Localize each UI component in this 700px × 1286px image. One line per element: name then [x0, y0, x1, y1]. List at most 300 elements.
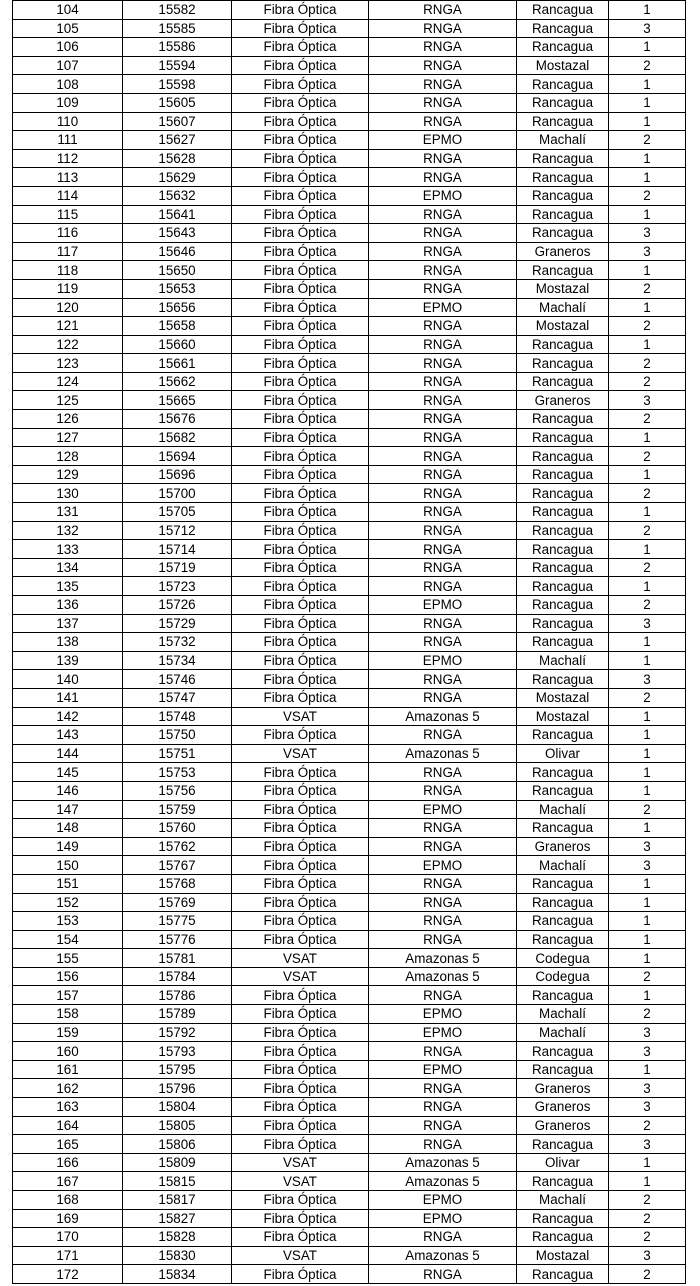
table-row — [13, 56, 686, 75]
table-row — [13, 874, 686, 893]
technology-cell: Fibra Óptica — [232, 1135, 369, 1154]
level-cell: 1 — [609, 1172, 686, 1191]
level-cell: 1 — [609, 1060, 686, 1079]
code-cell: 15719 — [123, 558, 232, 577]
provider-cell: RNGA — [369, 1042, 517, 1061]
technology-cell: Fibra Óptica — [232, 75, 369, 94]
commune-cell: Rancagua — [517, 893, 609, 912]
level-cell: 1 — [609, 465, 686, 484]
code-cell: 15796 — [123, 1079, 232, 1098]
level-cell: 1 — [609, 986, 686, 1005]
level-cell: 2 — [609, 1265, 686, 1284]
row-number-cell: 144 — [13, 744, 123, 763]
provider-cell: RNGA — [369, 317, 517, 336]
technology-cell: Fibra Óptica — [232, 558, 369, 577]
provider-cell: EPMO — [369, 298, 517, 317]
code-cell: 15805 — [123, 1116, 232, 1135]
row-number-cell: 123 — [13, 354, 123, 373]
provider-cell: RNGA — [369, 874, 517, 893]
row-number-cell: 159 — [13, 1023, 123, 1042]
table-row — [13, 726, 686, 745]
code-cell: 15676 — [123, 410, 232, 429]
commune-cell: Rancagua — [517, 1135, 609, 1154]
technology-cell: Fibra Óptica — [232, 112, 369, 131]
level-cell: 2 — [609, 688, 686, 707]
row-number-cell: 169 — [13, 1209, 123, 1228]
code-cell: 15653 — [123, 279, 232, 298]
commune-cell: Rancagua — [517, 410, 609, 429]
commune-cell: Mostazal — [517, 688, 609, 707]
provider-cell: RNGA — [369, 633, 517, 652]
code-cell: 15705 — [123, 503, 232, 522]
table-row — [13, 1, 686, 20]
commune-cell: Olivar — [517, 744, 609, 763]
level-cell: 3 — [609, 837, 686, 856]
level-cell: 2 — [609, 131, 686, 150]
technology-cell: Fibra Óptica — [232, 781, 369, 800]
provider-cell: RNGA — [369, 726, 517, 745]
row-number-cell: 135 — [13, 577, 123, 596]
row-number-cell: 104 — [13, 1, 123, 20]
provider-cell: RNGA — [369, 372, 517, 391]
table-row — [13, 986, 686, 1005]
table-row — [13, 819, 686, 838]
provider-cell: RNGA — [369, 335, 517, 354]
code-cell: 15598 — [123, 75, 232, 94]
commune-cell: Rancagua — [517, 930, 609, 949]
commune-cell: Rancagua — [517, 577, 609, 596]
technology-cell: Fibra Óptica — [232, 447, 369, 466]
technology-cell: Fibra Óptica — [232, 521, 369, 540]
provider-cell: EPMO — [369, 1191, 517, 1210]
provider-cell: RNGA — [369, 819, 517, 838]
commune-cell: Rancagua — [517, 149, 609, 168]
level-cell: 1 — [609, 874, 686, 893]
row-number-cell: 147 — [13, 800, 123, 819]
table-row — [13, 112, 686, 131]
row-number-cell: 167 — [13, 1172, 123, 1191]
code-cell: 15775 — [123, 912, 232, 931]
technology-cell: Fibra Óptica — [232, 651, 369, 670]
provider-cell: RNGA — [369, 484, 517, 503]
row-number-cell: 172 — [13, 1265, 123, 1284]
table-row — [13, 633, 686, 652]
level-cell: 1 — [609, 577, 686, 596]
commune-cell: Mostazal — [517, 1246, 609, 1265]
data-table-container — [12, 0, 686, 1284]
technology-cell: Fibra Óptica — [232, 596, 369, 615]
table-row — [13, 781, 686, 800]
data-table — [12, 0, 686, 1284]
provider-cell: RNGA — [369, 261, 517, 280]
code-cell: 15628 — [123, 149, 232, 168]
level-cell: 1 — [609, 503, 686, 522]
technology-cell: Fibra Óptica — [232, 56, 369, 75]
row-number-cell: 137 — [13, 614, 123, 633]
code-cell: 15641 — [123, 205, 232, 224]
table-row — [13, 893, 686, 912]
level-cell: 1 — [609, 38, 686, 57]
row-number-cell: 153 — [13, 912, 123, 931]
row-number-cell: 150 — [13, 856, 123, 875]
provider-cell: RNGA — [369, 224, 517, 243]
technology-cell: Fibra Óptica — [232, 1042, 369, 1061]
technology-cell: Fibra Óptica — [232, 819, 369, 838]
level-cell: 1 — [609, 633, 686, 652]
level-cell: 2 — [609, 1228, 686, 1247]
commune-cell: Rancagua — [517, 112, 609, 131]
technology-cell: Fibra Óptica — [232, 131, 369, 150]
row-number-cell: 170 — [13, 1228, 123, 1247]
code-cell: 15646 — [123, 242, 232, 261]
commune-cell: Graneros — [517, 391, 609, 410]
level-cell: 3 — [609, 1023, 686, 1042]
commune-cell: Rancagua — [517, 1228, 609, 1247]
provider-cell: RNGA — [369, 112, 517, 131]
row-number-cell: 116 — [13, 224, 123, 243]
row-number-cell: 165 — [13, 1135, 123, 1154]
commune-cell: Rancagua — [517, 93, 609, 112]
provider-cell: RNGA — [369, 1116, 517, 1135]
row-number-cell: 131 — [13, 503, 123, 522]
provider-cell: RNGA — [369, 428, 517, 447]
commune-cell: Mostazal — [517, 56, 609, 75]
code-cell: 15756 — [123, 781, 232, 800]
commune-cell: Rancagua — [517, 633, 609, 652]
table-row — [13, 744, 686, 763]
technology-cell: Fibra Óptica — [232, 893, 369, 912]
row-number-cell: 127 — [13, 428, 123, 447]
provider-cell: RNGA — [369, 837, 517, 856]
level-cell: 2 — [609, 558, 686, 577]
table-row — [13, 372, 686, 391]
technology-cell: Fibra Óptica — [232, 168, 369, 187]
technology-cell: Fibra Óptica — [232, 428, 369, 447]
level-cell: 2 — [609, 1191, 686, 1210]
provider-cell: RNGA — [369, 1265, 517, 1284]
level-cell: 1 — [609, 949, 686, 968]
table-row — [13, 1209, 686, 1228]
row-number-cell: 149 — [13, 837, 123, 856]
code-cell: 15827 — [123, 1209, 232, 1228]
code-cell: 15682 — [123, 428, 232, 447]
code-cell: 15750 — [123, 726, 232, 745]
table-row — [13, 484, 686, 503]
table-row — [13, 131, 686, 150]
provider-cell: RNGA — [369, 410, 517, 429]
code-cell: 15748 — [123, 707, 232, 726]
level-cell: 1 — [609, 819, 686, 838]
table-row — [13, 298, 686, 317]
row-number-cell: 168 — [13, 1191, 123, 1210]
table-row — [13, 1172, 686, 1191]
code-cell: 15734 — [123, 651, 232, 670]
technology-cell: Fibra Óptica — [232, 391, 369, 410]
row-number-cell: 161 — [13, 1060, 123, 1079]
technology-cell: Fibra Óptica — [232, 261, 369, 280]
provider-cell: RNGA — [369, 763, 517, 782]
provider-cell: RNGA — [369, 19, 517, 38]
row-number-cell: 156 — [13, 967, 123, 986]
level-cell: 1 — [609, 781, 686, 800]
level-cell: 3 — [609, 614, 686, 633]
technology-cell: Fibra Óptica — [232, 317, 369, 336]
level-cell: 1 — [609, 1153, 686, 1172]
table-row — [13, 1153, 686, 1172]
commune-cell: Rancagua — [517, 1060, 609, 1079]
level-cell: 1 — [609, 75, 686, 94]
table-row — [13, 856, 686, 875]
provider-cell: EPMO — [369, 1005, 517, 1024]
row-number-cell: 143 — [13, 726, 123, 745]
commune-cell: Codegua — [517, 967, 609, 986]
row-number-cell: 134 — [13, 558, 123, 577]
provider-cell: RNGA — [369, 75, 517, 94]
provider-cell: EPMO — [369, 1209, 517, 1228]
code-cell: 15650 — [123, 261, 232, 280]
provider-cell: RNGA — [369, 614, 517, 633]
technology-cell: Fibra Óptica — [232, 1023, 369, 1042]
table-row — [13, 1042, 686, 1061]
level-cell: 1 — [609, 893, 686, 912]
commune-cell: Rancagua — [517, 558, 609, 577]
commune-cell: Graneros — [517, 1079, 609, 1098]
code-cell: 15768 — [123, 874, 232, 893]
commune-cell: Rancagua — [517, 986, 609, 1005]
level-cell: 1 — [609, 112, 686, 131]
technology-cell: Fibra Óptica — [232, 614, 369, 633]
row-number-cell: 108 — [13, 75, 123, 94]
commune-cell: Machalí — [517, 856, 609, 875]
row-number-cell: 113 — [13, 168, 123, 187]
row-number-cell: 118 — [13, 261, 123, 280]
table-row — [13, 335, 686, 354]
provider-cell: RNGA — [369, 521, 517, 540]
table-row — [13, 279, 686, 298]
row-number-cell: 146 — [13, 781, 123, 800]
provider-cell: RNGA — [369, 1079, 517, 1098]
table-row — [13, 1116, 686, 1135]
provider-cell: Amazonas 5 — [369, 967, 517, 986]
table-row — [13, 503, 686, 522]
commune-cell: Rancagua — [517, 1042, 609, 1061]
level-cell: 2 — [609, 372, 686, 391]
table-row — [13, 930, 686, 949]
commune-cell: Machalí — [517, 1005, 609, 1024]
level-cell: 2 — [609, 967, 686, 986]
technology-cell: Fibra Óptica — [232, 224, 369, 243]
provider-cell: RNGA — [369, 242, 517, 261]
level-cell: 3 — [609, 242, 686, 261]
provider-cell: Amazonas 5 — [369, 949, 517, 968]
code-cell: 15643 — [123, 224, 232, 243]
technology-cell: Fibra Óptica — [232, 354, 369, 373]
technology-cell: Fibra Óptica — [232, 800, 369, 819]
commune-cell: Rancagua — [517, 224, 609, 243]
provider-cell: RNGA — [369, 577, 517, 596]
commune-cell: Rancagua — [517, 540, 609, 559]
code-cell: 15834 — [123, 1265, 232, 1284]
code-cell: 15781 — [123, 949, 232, 968]
row-number-cell: 145 — [13, 763, 123, 782]
code-cell: 15605 — [123, 93, 232, 112]
table-row — [13, 1098, 686, 1117]
row-number-cell: 110 — [13, 112, 123, 131]
commune-cell: Rancagua — [517, 372, 609, 391]
row-number-cell: 130 — [13, 484, 123, 503]
level-cell: 1 — [609, 93, 686, 112]
commune-cell: Rancagua — [517, 912, 609, 931]
technology-cell: Fibra Óptica — [232, 410, 369, 429]
commune-cell: Machalí — [517, 1023, 609, 1042]
code-cell: 15732 — [123, 633, 232, 652]
provider-cell: RNGA — [369, 986, 517, 1005]
level-cell: 3 — [609, 19, 686, 38]
table-row — [13, 1023, 686, 1042]
technology-cell: VSAT — [232, 1153, 369, 1172]
level-cell: 1 — [609, 930, 686, 949]
row-number-cell: 138 — [13, 633, 123, 652]
level-cell: 2 — [609, 1005, 686, 1024]
level-cell: 1 — [609, 726, 686, 745]
code-cell: 15784 — [123, 967, 232, 986]
technology-cell: Fibra Óptica — [232, 688, 369, 707]
commune-cell: Rancagua — [517, 19, 609, 38]
code-cell: 15795 — [123, 1060, 232, 1079]
provider-cell: RNGA — [369, 1098, 517, 1117]
technology-cell: Fibra Óptica — [232, 1116, 369, 1135]
technology-cell: Fibra Óptica — [232, 856, 369, 875]
commune-cell: Rancagua — [517, 447, 609, 466]
provider-cell: RNGA — [369, 354, 517, 373]
row-number-cell: 164 — [13, 1116, 123, 1135]
provider-cell: RNGA — [369, 1228, 517, 1247]
technology-cell: Fibra Óptica — [232, 1079, 369, 1098]
table-row — [13, 707, 686, 726]
technology-cell: Fibra Óptica — [232, 372, 369, 391]
level-cell: 1 — [609, 168, 686, 187]
row-number-cell: 115 — [13, 205, 123, 224]
commune-cell: Rancagua — [517, 521, 609, 540]
table-row — [13, 967, 686, 986]
code-cell: 15792 — [123, 1023, 232, 1042]
row-number-cell: 128 — [13, 447, 123, 466]
code-cell: 15661 — [123, 354, 232, 373]
level-cell: 1 — [609, 298, 686, 317]
provider-cell: RNGA — [369, 781, 517, 800]
table-row — [13, 428, 686, 447]
row-number-cell: 139 — [13, 651, 123, 670]
row-number-cell: 148 — [13, 819, 123, 838]
technology-cell: Fibra Óptica — [232, 335, 369, 354]
table-row — [13, 651, 686, 670]
table-row — [13, 521, 686, 540]
table-row — [13, 614, 686, 633]
code-cell: 15627 — [123, 131, 232, 150]
technology-cell: Fibra Óptica — [232, 279, 369, 298]
commune-cell: Machalí — [517, 1191, 609, 1210]
table-row — [13, 186, 686, 205]
row-number-cell: 151 — [13, 874, 123, 893]
level-cell: 3 — [609, 224, 686, 243]
code-cell: 15793 — [123, 1042, 232, 1061]
code-cell: 15828 — [123, 1228, 232, 1247]
provider-cell: EPMO — [369, 1060, 517, 1079]
provider-cell: RNGA — [369, 558, 517, 577]
level-cell: 3 — [609, 391, 686, 410]
level-cell: 1 — [609, 707, 686, 726]
code-cell: 15830 — [123, 1246, 232, 1265]
commune-cell: Mostazal — [517, 279, 609, 298]
provider-cell: RNGA — [369, 670, 517, 689]
commune-cell: Rancagua — [517, 1172, 609, 1191]
provider-cell: RNGA — [369, 149, 517, 168]
technology-cell: Fibra Óptica — [232, 205, 369, 224]
row-number-cell: 158 — [13, 1005, 123, 1024]
row-number-cell: 162 — [13, 1079, 123, 1098]
level-cell: 1 — [609, 1, 686, 20]
provider-cell: Amazonas 5 — [369, 1153, 517, 1172]
commune-cell: Rancagua — [517, 874, 609, 893]
provider-cell: RNGA — [369, 391, 517, 410]
level-cell: 3 — [609, 856, 686, 875]
table-body — [13, 1, 686, 1284]
table-row — [13, 317, 686, 336]
code-cell: 15751 — [123, 744, 232, 763]
code-cell: 15660 — [123, 335, 232, 354]
technology-cell: VSAT — [232, 744, 369, 763]
provider-cell: RNGA — [369, 205, 517, 224]
commune-cell: Rancagua — [517, 503, 609, 522]
technology-cell: VSAT — [232, 707, 369, 726]
code-cell: 15804 — [123, 1098, 232, 1117]
provider-cell: EPMO — [369, 186, 517, 205]
level-cell: 2 — [609, 447, 686, 466]
row-number-cell: 157 — [13, 986, 123, 1005]
technology-cell: VSAT — [232, 949, 369, 968]
table-row — [13, 577, 686, 596]
table-row — [13, 75, 686, 94]
code-cell: 15809 — [123, 1153, 232, 1172]
technology-cell: Fibra Óptica — [232, 874, 369, 893]
table-row — [13, 540, 686, 559]
code-cell: 15694 — [123, 447, 232, 466]
level-cell: 3 — [609, 1079, 686, 1098]
technology-cell: Fibra Óptica — [232, 298, 369, 317]
level-cell: 3 — [609, 1098, 686, 1117]
code-cell: 15747 — [123, 688, 232, 707]
commune-cell: Machalí — [517, 800, 609, 819]
code-cell: 15817 — [123, 1191, 232, 1210]
commune-cell: Rancagua — [517, 596, 609, 615]
row-number-cell: 114 — [13, 186, 123, 205]
commune-cell: Rancagua — [517, 1209, 609, 1228]
table-row — [13, 224, 686, 243]
code-cell: 15746 — [123, 670, 232, 689]
row-number-cell: 141 — [13, 688, 123, 707]
row-number-cell: 142 — [13, 707, 123, 726]
level-cell: 1 — [609, 149, 686, 168]
code-cell: 15786 — [123, 986, 232, 1005]
technology-cell: Fibra Óptica — [232, 670, 369, 689]
code-cell: 15815 — [123, 1172, 232, 1191]
row-number-cell: 111 — [13, 131, 123, 150]
commune-cell: Rancagua — [517, 261, 609, 280]
code-cell: 15662 — [123, 372, 232, 391]
code-cell: 15760 — [123, 819, 232, 838]
commune-cell: Rancagua — [517, 75, 609, 94]
provider-cell: RNGA — [369, 503, 517, 522]
